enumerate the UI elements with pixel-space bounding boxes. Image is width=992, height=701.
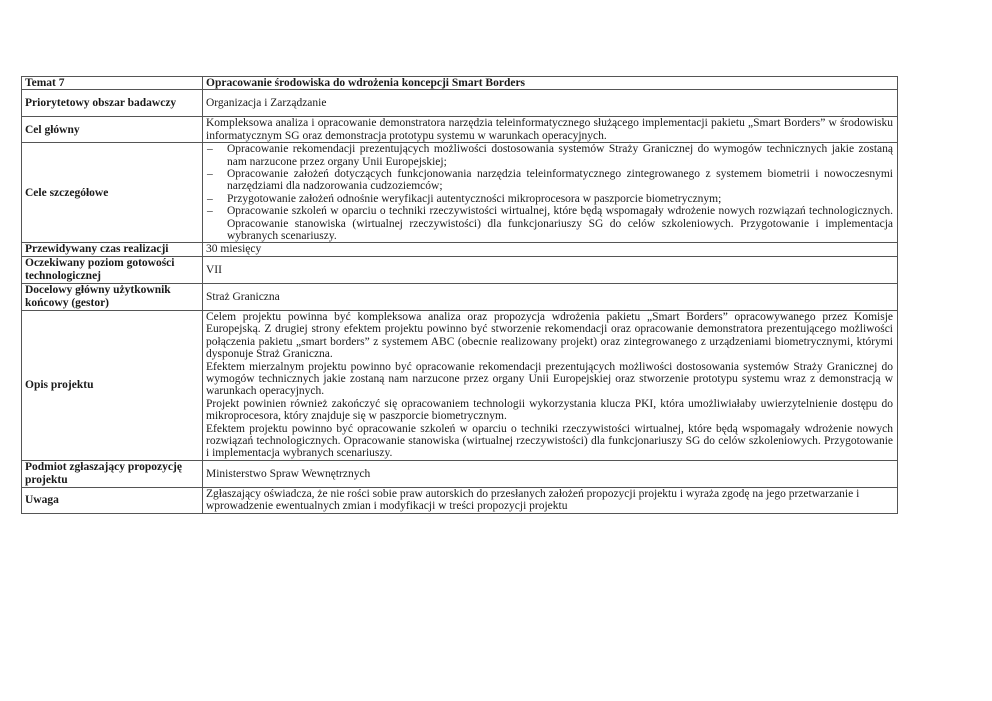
list-item [206,168,893,193]
specific-goals-label: Cele szczegółowe [22,143,203,243]
table-row-description [22,310,898,460]
trl-value: VII [203,256,898,283]
main-goal-label: Cel główny [22,117,203,143]
research-area-label: Priorytetowy obszar badawczy [22,90,203,117]
goal-text: Opracowanie założeń dotyczących funkcjonowania narzędzia teleinformatycznego zintegrowanego z systemem biometrii i nowoczesnymi narzędziami dla nadzorowania cudzoziemców; [227,168,893,193]
list-item [206,143,893,168]
description-label: Opis projektu [22,310,203,460]
goal-text: Opracowanie szkoleń w oparciu o techniki rzeczywistości wirtualnej, które będą wspomagały wdrożenie nowych rozwiązań technologicznych. Opracowanie stanowiska (wirtualnej rzeczywistości) dla funkcjonariuszy SG do celów szkoleniowych. Przygotowanie i implementacja wybranych scenariuszy. [227,205,893,243]
description-paragraph: Efektem projektu powinno być opracowanie szkoleń w oparciu o techniki rzeczywistości wirtualnej, które będą wspomagały wdrożenie nowych rozwiązań technologicznych. Opracowanie stanowiska (wirtualnej rzeczywistości) dla funkcjonariuszy SG do celów szkoleniowych. Przygotowanie i implementacja wybranych scenariuszy. [206,422,893,460]
trl-label: Oczekiwany poziom gotowości technologicznej [22,256,203,283]
duration-label: Przewidywany czas realizacji [22,243,203,256]
topic-label: Temat 7 [22,77,203,90]
project-proposal-table [21,76,898,514]
table-row-submitter [22,460,898,487]
note-label: Uwaga [22,487,203,513]
submitter-label: Podmiot zgłaszający propozycję projektu [22,460,203,487]
dash-bullet: – [207,205,213,218]
table-row-note [22,487,898,513]
dash-bullet: – [207,168,213,181]
goal-text: Przygotowanie założeń odnośnie weryfikacji autentyczności mikroprocesora w paszporcie biometrycznym; [227,192,722,205]
description-paragraph: Efektem mierzalnym projektu powinno być opracowanie rekomendacji prezentujących możliwości dostosowania systemów Straży Granicznej do wymogów technicznych jakie zostaną nam narzucone przez organy Unii Europejskiej oraz stworzenie prototypu systemu wraz z demonstracją w warunkach operacyjnych. [206,360,893,398]
specific-goals-list [206,143,893,242]
research-area-value: Organizacja i Zarządzanie [203,90,898,117]
goal-text: Opracowanie rekomendacji prezentujących możliwości dostosowania systemów Straży Granicznej do wymogów technicznych jakie zostaną nam narzucone przez organy Unii Europejskiej; [227,143,893,168]
table-row-end-user [22,283,898,310]
list-item [206,193,893,205]
duration-value: 30 miesięcy [203,243,898,256]
specific-goals-cell [203,143,898,243]
table-row-trl [22,256,898,283]
topic-title: Opracowanie środowiska do wdrożenia koncepcji Smart Borders [203,77,898,90]
description-cell [203,310,898,460]
description-paragraph: Projekt powinien również zakończyć się opracowaniem technologii wykorzystania klucza PKI, która umożliwiałaby uwierzytelnienie dostępu do mikroprocesora, który znajduje się w paszporcie biometrycznym. [206,397,893,423]
table-row-topic [22,77,898,90]
table-row-main-goal [22,117,898,143]
dash-bullet: – [207,192,213,205]
main-goal-value: Kompleksowa analiza i opracowanie demonstratora narzędzia teleinformatycznego służącego implementacji pakietu „Smart Borders” w środowisku informatycznym SG oraz demonstracja prototypu systemu w warunkach operacyjnych. [203,117,898,143]
list-item [206,205,893,242]
end-user-value: Straż Graniczna [203,283,898,310]
table-row-duration [22,243,898,256]
description-paragraph: Celem projektu powinna być kompleksowa analiza oraz propozycja wdrożenia pakietu „Smart Borders” opracowywanego przez Komisje Europejską. Z drugiej strony efektem projektu powinno być stworzenie rekomendacji oraz opracowanie demonstratora prezentującego możliwości połączenia pakietu „smart borders” z systemem ABC (obecnie realizowany projekt) oraz zintegrowanego z urządzeniami biometrycznymi, którymi dysponuje Straż Graniczna. [206,310,893,361]
submitter-value: Ministerstwo Spraw Wewnętrznych [203,460,898,487]
note-value: Zgłaszający oświadcza, że nie rości sobie praw autorskich do przesłanych założeń propozycji projektu i wyraża zgodę na jego przetwarzanie i wprowadzenie ewentualnych zmian i modyfikacji w treści propozycji projektu [203,487,898,513]
table-row-research-area [22,90,898,117]
end-user-label: Docelowy główny użytkownik końcowy (gestor) [22,283,203,310]
dash-bullet: – [207,143,213,156]
table-row-specific-goals [22,143,898,243]
